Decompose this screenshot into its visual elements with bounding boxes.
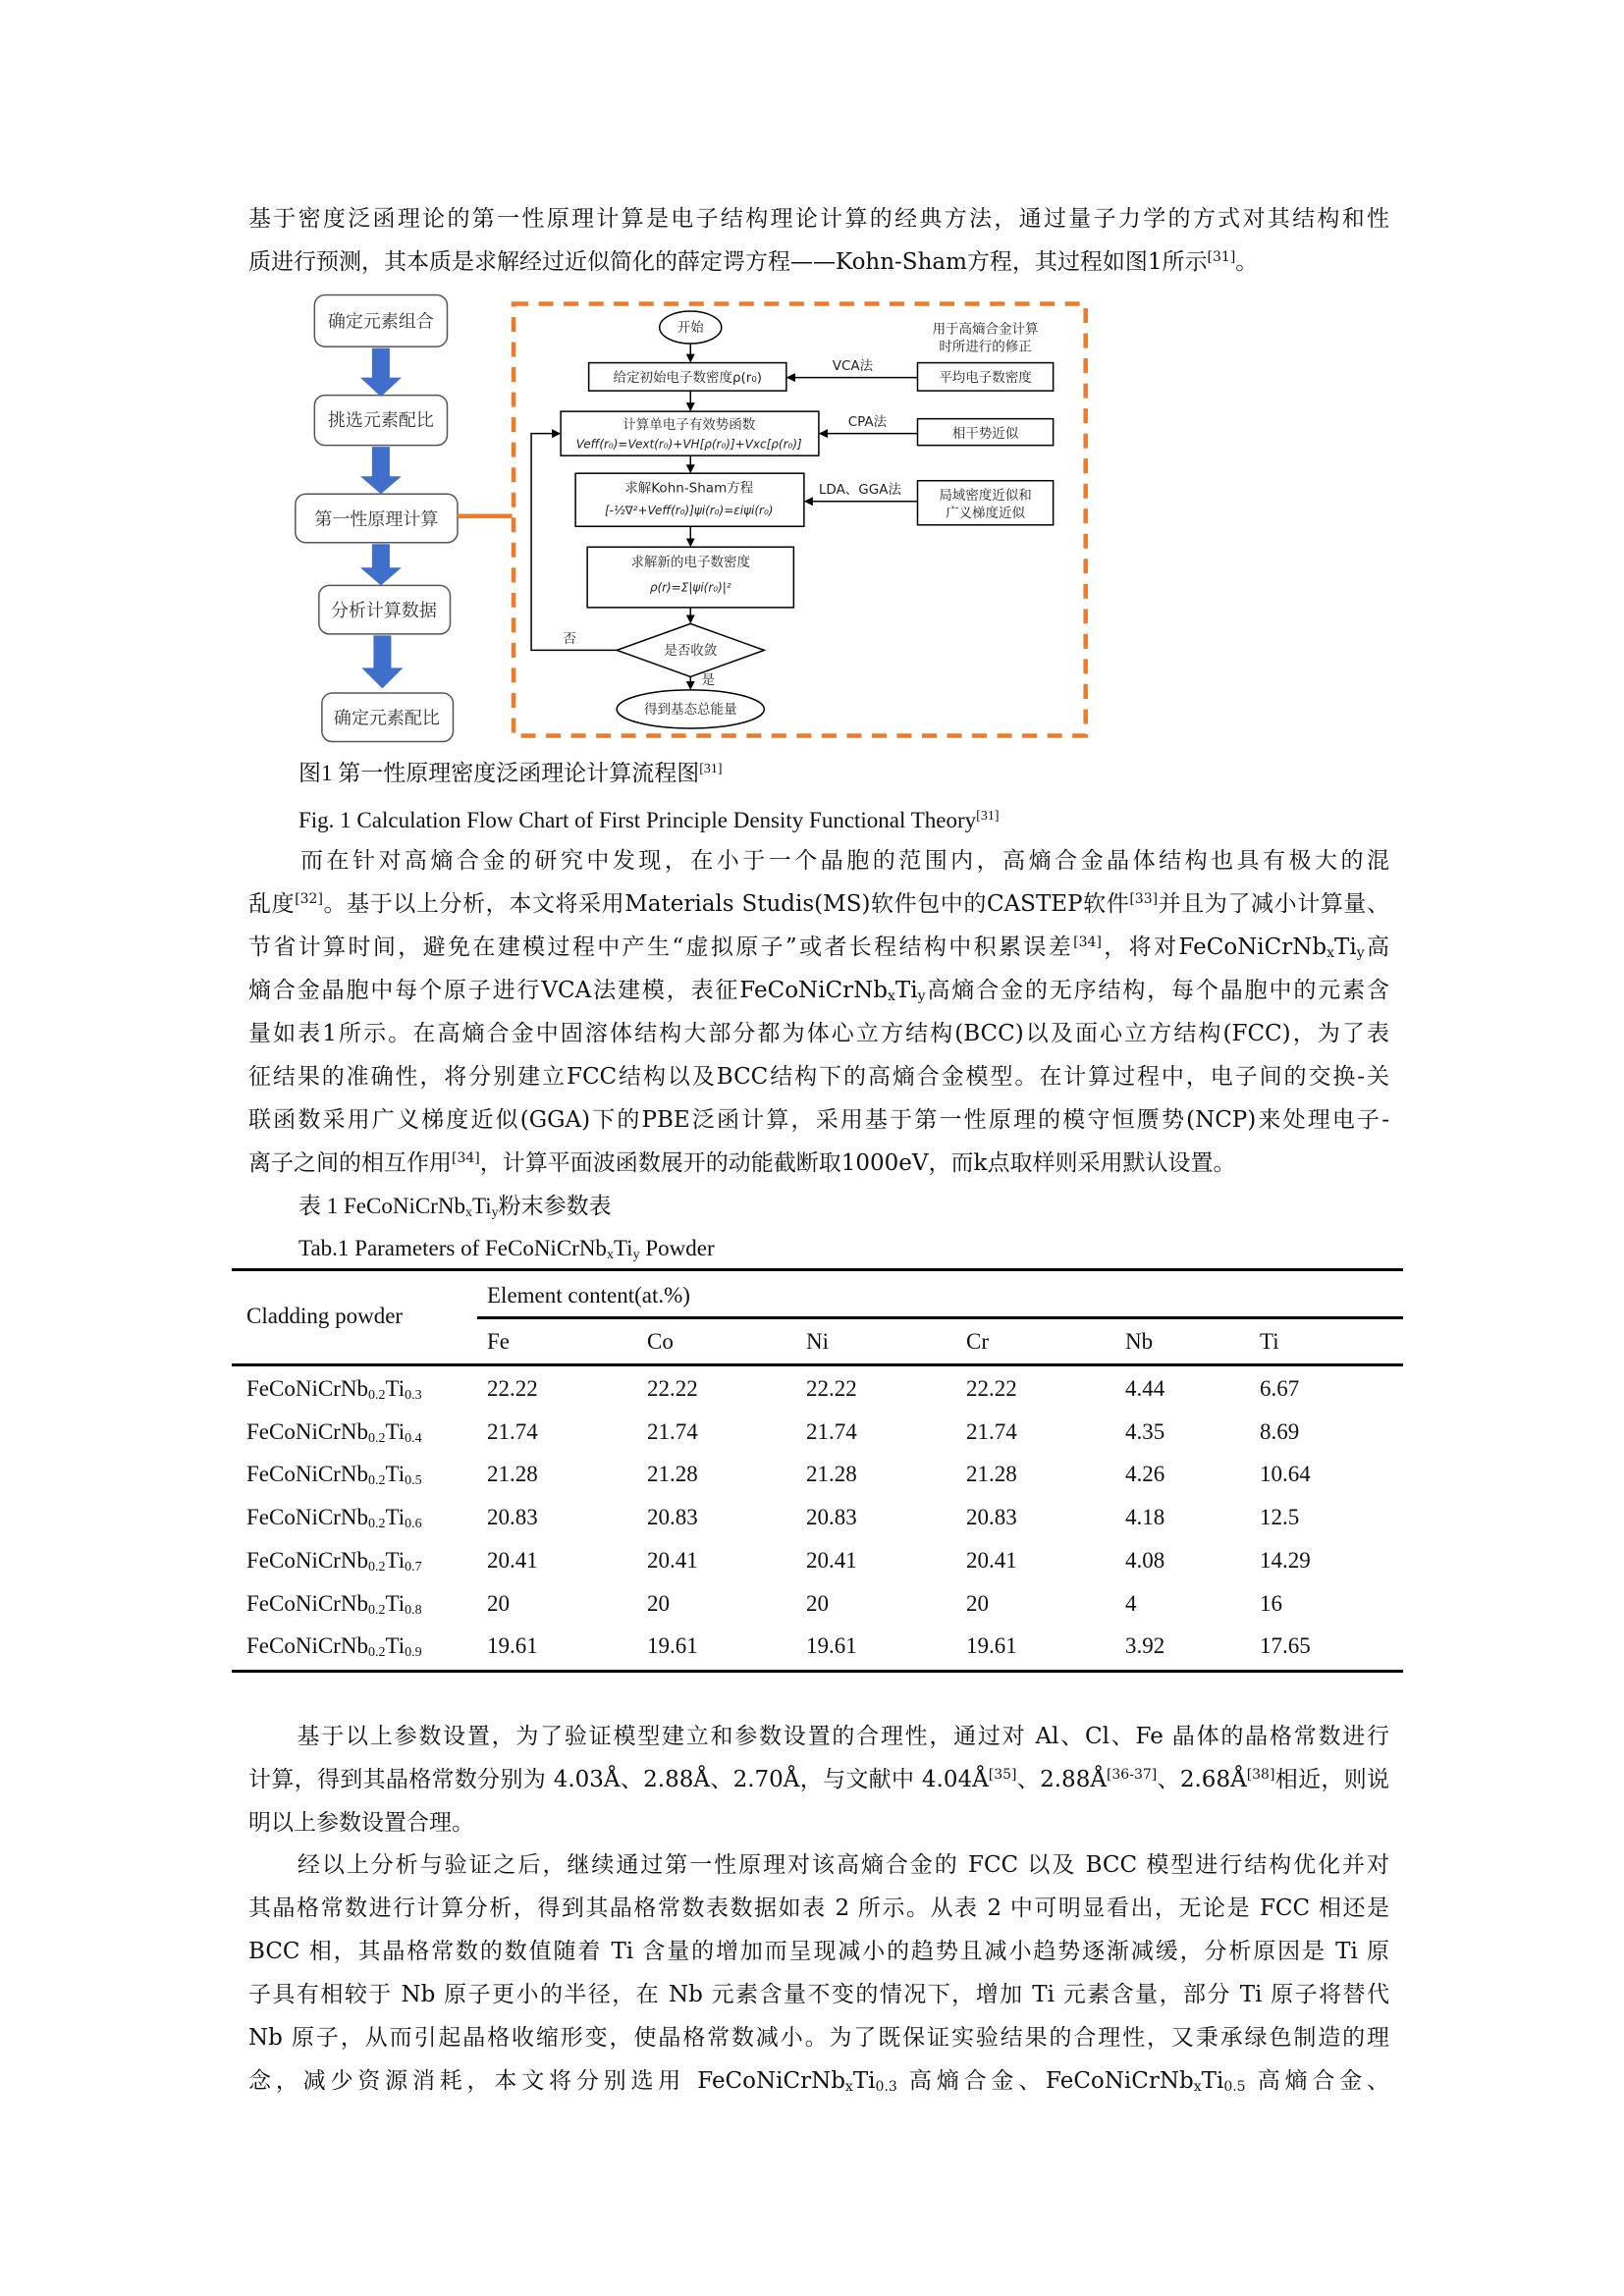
citation-superscript: [32] [295,891,323,907]
subscript: 0.9 [405,1645,422,1661]
subscript: 0.3 [405,1388,422,1403]
text-run: 高 [1364,934,1389,960]
table-cell: 4.18 [1125,1505,1165,1530]
subscript: 0.2 [367,1559,386,1575]
paragraph-3 [248,1715,1389,1844]
table-top-rule [232,1268,1403,1271]
step-label: 确定元素组合 [327,311,434,333]
label-no: 否 [563,630,576,647]
table-caption-cn [298,1185,612,1228]
table-cell: 21.28 [647,1462,698,1487]
text-line [248,1012,1389,1055]
correction-note: 时所进行的修正 [939,339,1032,355]
subscript: y [1356,945,1365,961]
table-cell: 20 [966,1590,989,1616]
text-run: BCC 相，其晶格常数的数值随着 Ti 含量的增加而呈现减小的趋势且减小趋势逐渐减缓，分析原因是 Ti 原 [248,1939,1389,1964]
citation-superscript: [34] [452,1150,480,1166]
paragraph-4 [248,1843,1389,2103]
correction-cpa: 相干势近似 [951,426,1019,443]
correction-note: 用于高熵合金计算 [932,321,1039,338]
text-run: FeCoNiCrNb [246,1418,368,1444]
text-run: Tab.1 Parameters of FeCoNiCrNb [298,1236,607,1260]
citation-superscript: [31] [976,809,1000,824]
row-label [246,1589,422,1619]
subscript: 0.4 [405,1430,422,1446]
left-process [296,295,513,742]
end-node: 得到基态总能量 [643,701,737,718]
table-cell: 20.41 [806,1547,857,1573]
text-run: Ti [385,1376,406,1401]
text-run: Ti [613,1236,633,1260]
text-run: Ti [1201,2068,1224,2094]
table-bottom-rule [232,1670,1403,1673]
column-header: Ti [1260,1329,1279,1354]
text-run: Ti [385,1547,406,1573]
row-label [246,1631,422,1661]
table-cell: 22.22 [806,1376,857,1401]
subscript: 0.2 [367,1473,386,1489]
label-cpa: CPA法 [847,414,888,431]
step-density-title: 求解新的电子数密度 [630,554,750,570]
text-line [248,1142,1389,1185]
column-header: Ni [806,1329,829,1354]
step-label: 挑选元素配比 [327,410,434,432]
text-line [248,197,1389,240]
table-caption-en [298,1227,715,1270]
row-label [246,1546,422,1575]
figure-1-flowchart [288,288,1098,749]
text-run: 质进行预测，其本质是求解经过近似简化的薛定谔方程——Kohn-Sham方程，其过程如图1所示 [248,249,1208,275]
text-run: 离子之间的相互作用 [248,1150,452,1176]
text-run: FeCoNiCrNb [246,1462,368,1487]
table-cell: 12.5 [1260,1505,1300,1530]
column-header: Nb [1125,1329,1154,1354]
text-run: Ti [894,978,918,1003]
subscript: x [1193,2079,1202,2095]
text-run: 粉末参数表 [498,1194,612,1218]
text-line [248,2016,1389,2059]
row-label [246,1503,422,1532]
text-run: FeCoNiCrNb [246,1547,368,1573]
label-yes: 是 [701,671,716,688]
text-run: 联函数采用广义梯度近似(GGA)下的PBE泛函计算，采用基于第一性原理的模守恒赝势(NCP)来处理电子- [248,1107,1389,1133]
text-run: 计算，得到其晶格常数分别为 4.03Å、2.88Å、2.70Å，与文献中 4.04Å [248,1767,989,1792]
text-run: Ti [852,2068,876,2094]
decision-converged: 是否收敛 [664,642,718,659]
text-line [248,1930,1389,1973]
correction-lda-gga: 局域密度近似和 [939,488,1032,505]
text-run: 而在针对高熵合金的研究中发现，在小于一个晶胞的范围内，高熵合金晶体结构也具有极大的混 [248,848,1389,874]
text-run: FeCoNiCrNb [246,1376,368,1401]
table-cell: 20.83 [966,1505,1017,1530]
table-cell: 20.41 [647,1547,698,1573]
text-run: Ti [385,1505,406,1530]
citation-superscript: [36-37] [1106,1767,1158,1783]
row-label [246,1460,422,1489]
subscript: x [844,2079,853,2095]
step-init-density: 给定初始电子数密度ρ(r₀) [613,370,763,387]
table-cell: 4 [1125,1590,1137,1616]
text-run: 图1 第一性原理密度泛函理论计算流程图 [298,761,700,785]
table-cell: 22.22 [647,1376,698,1401]
paragraph-2 [248,839,1389,1185]
text-run: 熵合金晶胞中每个原子进行VCA法建模，表征FeCoNiCrNb [248,978,888,1003]
subscript: 0.2 [367,1388,386,1403]
subscript: x [606,1248,614,1262]
table-cell: 20 [806,1590,829,1616]
text-line [248,1055,1389,1098]
step-ks-formula: [-½∇²+Veff(r₀)]ψi(r₀)=εiψi(r₀) [605,504,774,518]
table-cell: 20.83 [806,1505,857,1530]
text-run: Powder [639,1236,715,1260]
text-line [248,1973,1389,2016]
text-line [248,1801,1389,1844]
text-run: Ti [385,1590,406,1616]
table-cell: 21.28 [806,1462,857,1487]
text-run: Ti [1334,934,1357,960]
text-run: 明以上参数设置合理。 [248,1810,474,1836]
text-run: ，计算平面波函数展开的动能截断取1000eV，而k点取样则采用默认设置。 [479,1150,1236,1176]
text-run: 表 1 FeCoNiCrNb [298,1194,465,1218]
subscript: 0.3 [875,2079,897,2095]
step-label: 确定元素配比 [333,708,440,729]
text-run: 乱度 [248,891,296,917]
text-run: Ti [385,1633,406,1659]
citation-superscript: [31] [1207,249,1236,265]
text-line [248,969,1389,1012]
table-cell: 6.67 [1260,1376,1300,1401]
text-run: ，将对FeCoNiCrNb [1101,934,1327,960]
group-header-rule [477,1316,1403,1319]
table-cell: 20.83 [647,1505,698,1530]
table-cell: 21.74 [806,1418,857,1444]
text-run: Ti [385,1462,406,1487]
text-run: FeCoNiCrNb [246,1590,368,1616]
text-run: 、2.88Å [1016,1767,1107,1792]
text-run: 基于密度泛函理论的第一性原理计算是电子结构理论计算的经典方法，通过量子力学的方式对其结构和性 [248,206,1389,232]
text-run: 并且为了减小计算量、 [1158,891,1390,917]
subscript: x [1326,945,1334,961]
subscript: y [917,988,926,1004]
table-cell: 20 [647,1590,670,1616]
subscript: 0.2 [367,1517,386,1532]
table-cell: 22.22 [487,1376,538,1401]
row-label [246,1417,422,1447]
table-cell: 10.64 [1260,1462,1311,1487]
text-run: 基于以上参数设置，为了验证模型建立和参数设置的合理性，通过对 Al、Cl、Fe 晶体的晶格常数进行 [248,1724,1389,1749]
header-bottom-rule [232,1363,1403,1366]
subscript: 0.2 [367,1430,386,1446]
row-label [246,1374,422,1404]
table-cell: 4.44 [1125,1376,1165,1401]
text-line [248,2059,1389,2103]
text-run: 量如表1所示。在高熵合金中固溶体结构大部分都为体心立方结构(BCC)以及面心立方结构(FCC)，为了表 [248,1021,1389,1046]
table-cell: 19.61 [647,1633,698,1659]
table-cell: 21.74 [647,1418,698,1444]
table-cell: 20.41 [487,1547,538,1573]
subscript: 0.6 [405,1517,422,1532]
citation-superscript: [34] [1073,934,1102,950]
text-run: 。基于以上分析，本文将采用Materials Studis(MS)软件包中的CASTEP软件 [322,891,1130,917]
column-header: Fe [487,1329,510,1354]
subscript: x [464,1205,472,1220]
row-header: Cladding powder [246,1304,404,1328]
table-cell: 14.29 [1260,1547,1311,1573]
subscript: 0.2 [367,1645,386,1661]
subscript: y [491,1205,499,1220]
table-cell: 4.26 [1125,1462,1165,1487]
text-line [248,882,1389,926]
text-line [248,1098,1389,1142]
subscript: 0.2 [367,1602,386,1618]
step-potential-title: 计算单电子有效势函数 [623,417,756,434]
subscript: 0.5 [1223,2079,1246,2095]
group-header: Element content(at.%) [487,1283,690,1308]
citation-superscript: [31] [699,762,723,776]
text-line [248,1887,1389,1930]
table-cell: 19.61 [966,1633,1017,1659]
table-cell: 8.69 [1260,1418,1300,1444]
table-cell: 21.74 [966,1418,1017,1444]
text-run: 。 [1235,249,1259,275]
table-cell: 4.08 [1125,1547,1165,1573]
text-run: 高熵合金、 [1245,2068,1389,2094]
table-cell: 19.61 [487,1633,538,1659]
step-label: 分析计算数据 [330,600,437,621]
subscript: 0.8 [405,1602,422,1618]
subscript: x [887,988,895,1004]
text-line [248,240,1389,284]
text-run: 、2.68Å [1157,1767,1247,1792]
text-run: 相近，则说 [1274,1767,1390,1792]
text-run: 经以上分析与验证之后，继续通过第一性原理对该高熵合金的 FCC 以及 BCC 模型进行结构优化并对 [248,1852,1389,1878]
subscript: 0.5 [405,1473,422,1489]
text-run: 节省计算时间，避免在建模过程中产生“虚拟原子”或者长程结构中积累误差 [248,934,1074,960]
table-cell: 20 [487,1590,510,1616]
citation-superscript: [38] [1246,1767,1275,1783]
text-run: 子具有相较于 Nb 原子更小的半径，在 Nb 元素含量不变的情况下，增加 Ti 元素含量，部分 Ti 原子将替代 [248,1982,1390,2007]
citation-superscript: [33] [1129,891,1159,907]
subscript: y [632,1248,640,1262]
text-run: 高熵合金、FeCoNiCrNb [896,2068,1194,2094]
subscript: 0.7 [405,1559,422,1575]
text-line [248,839,1389,882]
start-node: 开始 [677,320,704,337]
table-cell: 20.83 [487,1505,538,1530]
text-run: Nb 原子，从而引起晶格收缩形变，使晶格常数减小。为了既保证实验结果的合理性，又秉承绿色制造的理 [248,2025,1389,2051]
table-cell: 4.35 [1125,1418,1165,1444]
step-density-formula: ρ(r)=Σ|ψi(r₀)|² [649,580,731,595]
text-run: FeCoNiCrNb [246,1633,368,1659]
column-header: Co [647,1329,674,1354]
label-lda-gga: LDA、GGA法 [818,482,901,499]
column-header: Cr [966,1329,989,1354]
text-run: 高熵合金的无序结构，每个晶胞中的元素含 [925,978,1390,1003]
citation-superscript: [35] [988,1767,1017,1783]
step-ks-title: 求解Kohn-Sham方程 [624,480,754,497]
text-run: 征结果的准确性，将分别建立FCC结构以及BCC结构下的高熵合金模型。在计算过程中，电子间的交换-关 [248,1064,1389,1090]
table-cell: 20.41 [966,1547,1017,1573]
table-cell: 21.28 [487,1462,538,1487]
text-line [248,1715,1389,1758]
table-cell: 19.61 [806,1633,857,1659]
table-cell: 21.28 [966,1462,1017,1487]
table-cell: 3.92 [1125,1633,1165,1659]
text-line [248,1843,1389,1887]
text-run: 其晶格常数进行计算分析，得到其晶格常数表数据如表 2 所示。从表 2 中可明显看出，无论是 FCC 相还是 [248,1896,1389,1921]
correction-lda-gga: 广义梯度近似 [946,506,1026,522]
table-cell: 21.74 [487,1418,538,1444]
text-run: FeCoNiCrNb [246,1505,368,1530]
figure-caption-cn [298,752,723,795]
text-line [248,1758,1389,1801]
text-run: Ti [471,1194,492,1218]
step-label: 第一性原理计算 [314,508,439,530]
text-run: Ti [385,1418,406,1444]
step-potential-formula: Veff(r₀)=Vext(r₀)+VH[ρ(r₀)]+Vxc[ρ(r₀)] [575,437,802,452]
table-cell: 22.22 [966,1376,1017,1401]
table-cell: 16 [1260,1590,1282,1616]
text-line [248,926,1389,969]
table-cell: 17.65 [1260,1633,1311,1659]
text-run: 念，减少资源消耗，本文将分别选用 FeCoNiCrNb [248,2068,845,2094]
text-run: Fig. 1 Calculation Flow Chart of First Principle Density Functional Theory [298,808,977,832]
correction-avg-density: 平均电子数密度 [939,370,1032,387]
label-vca: VCA法 [832,358,874,375]
figure-caption-en [298,799,1000,842]
paragraph-1 [248,197,1389,284]
